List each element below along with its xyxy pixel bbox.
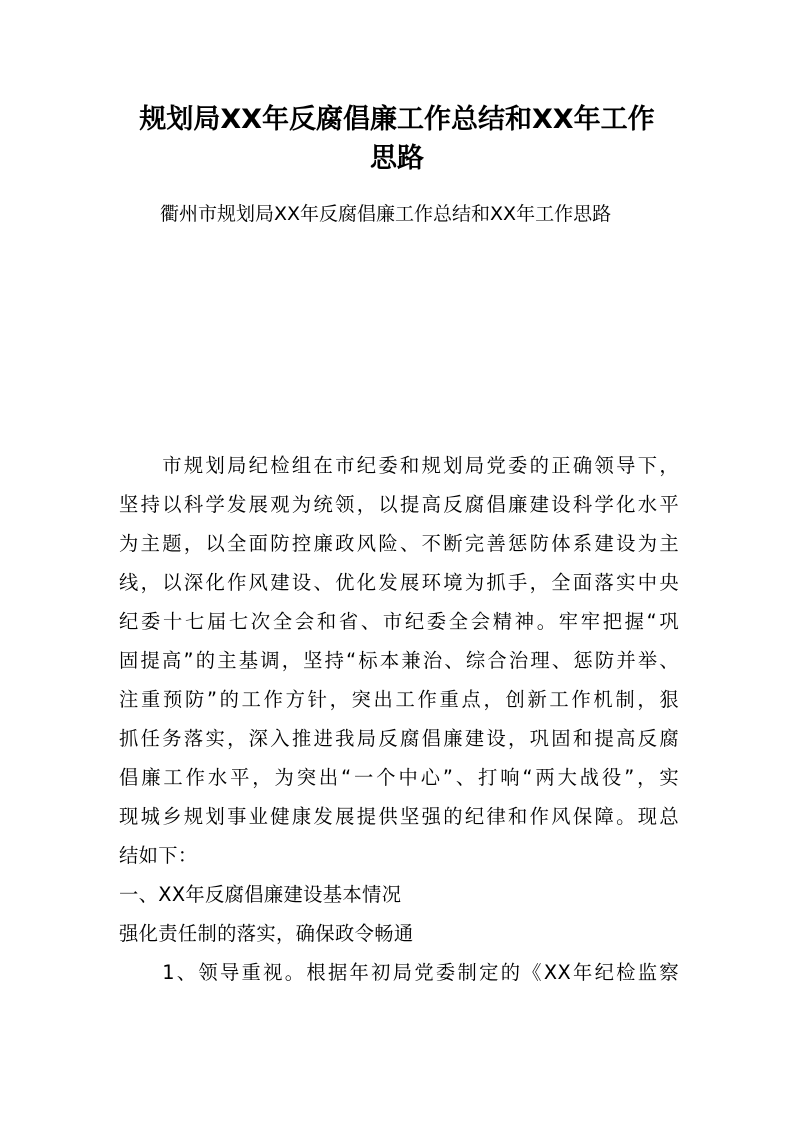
body-line: 倡廉工作水平，为突出“一个中心”、打响“两大战役”，实 xyxy=(119,766,679,789)
body-line: 现城乡规划事业健康发展提供坚强的纪律和作风保障。现总 xyxy=(119,805,679,828)
body-line: 结如下： xyxy=(119,844,198,867)
body-line: 固提高”的主基调，坚持“标本兼治、综合治理、惩防并举、 xyxy=(119,649,679,672)
document-subtitle: 衢州市规划局XX年反腐倡廉工作总结和XX年工作思路 xyxy=(160,203,612,225)
body-line: 线，以深化作风建设、优化发展环境为抓手，全面落实中央 xyxy=(119,571,679,594)
body-line: 坚持以科学发展观为统领，以提高反腐倡廉建设科学化水平 xyxy=(119,493,679,516)
body-line: 市规划局纪检组在市纪委和规划局党委的正确领导下， xyxy=(119,454,679,477)
document-title-line-2: 思路 xyxy=(370,143,424,174)
body-line: 抓任务落实，深入推进我局反腐倡廉建设，巩固和提高反腐 xyxy=(119,727,679,750)
section-heading: 一、XX年反腐倡廉建设基本情况 xyxy=(119,883,402,906)
document-title-line-1: 规划局XX年反腐倡廉工作总结和XX年工作 xyxy=(139,104,655,135)
subsection-heading: 强化责任制的落实，确保政令畅通 xyxy=(119,922,414,945)
body-line: 1、领导重视。根据年初局党委制定的《XX年纪检监察 xyxy=(119,961,679,984)
body-line: 注重预防”的工作方针，突出工作重点，创新工作机制，狠 xyxy=(119,688,679,711)
body-line: 纪委十七届七次全会和省、市纪委全会精神。牢牢把握“巩 xyxy=(119,610,679,633)
body-line: 为主题，以全面防控廉政风险、不断完善惩防体系建设为主 xyxy=(119,532,679,555)
